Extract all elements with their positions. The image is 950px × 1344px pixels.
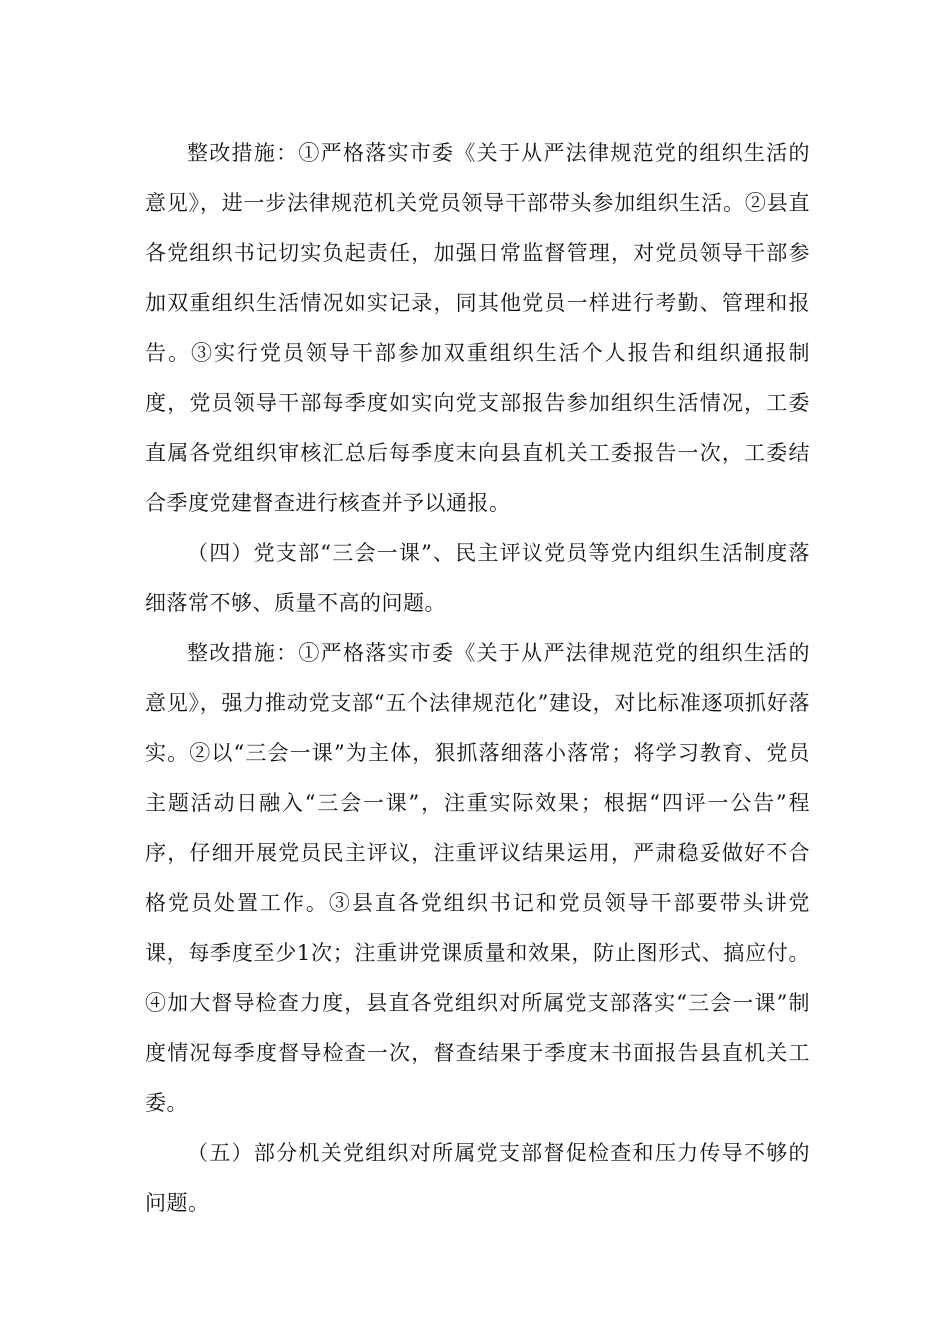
rectification-measures-paragraph-2: 整改措施：①严格落实市委《关于从严法律规范党的组织生活的意见》，强力推动党支部“五个法律规范化”建设，对比标准逐项抓好落实。②以“三会一课”为主体，狠抓落细落小落常；将学习教育、党员主题活动日融入“三会一课”，注重实际效果；根据“四评一公告”程序，仔细开展党员民主评议，注重评议结果运用，严肃稳妥做好不合格党员处置工作。③县直各党组织书记和党员领导干部要带头讲党课，每季度至少1次；注重讲党课质量和效果，防止图形式、搞应付。④加大督导检查力度，县直各党组织对所属党支部落实“三会一课”制度情况每季度督导检查一次，督查结果于季度末书面报告县直机关工委。 <box>145 641 810 1115</box>
document-body <box>145 128 810 1228</box>
issue-heading-4: （四）党支部“三会一课”、民主评议党员等党内组织生活制度落细落常不够、质量不高的问题。 <box>145 541 810 615</box>
rectification-measures-paragraph-1: 整改措施：①严格落实市委《关于从严法律规范党的组织生活的意见》，进一步法律规范机关党员领导干部带头参加组织生活。②县直各党组织书记切实负起责任，加强日常监督管理，对党员领导干部参加双重组织生活情况如实记录，同其他党员一样进行考勤、管理和报告。③实行党员领导干部参加双重组织生活个人报告和组织通报制度，党员领导干部每季度如实向党支部报告参加组织生活情况，工委直属各党组织审核汇总后每季度末向县直机关工委报告一次，工委结合季度党建督查进行核查并予以通报。 <box>145 141 810 515</box>
issue-heading-5: （五）部分机关党组织对所属党支部督促检查和压力传导不够的问题。 <box>145 1141 810 1215</box>
